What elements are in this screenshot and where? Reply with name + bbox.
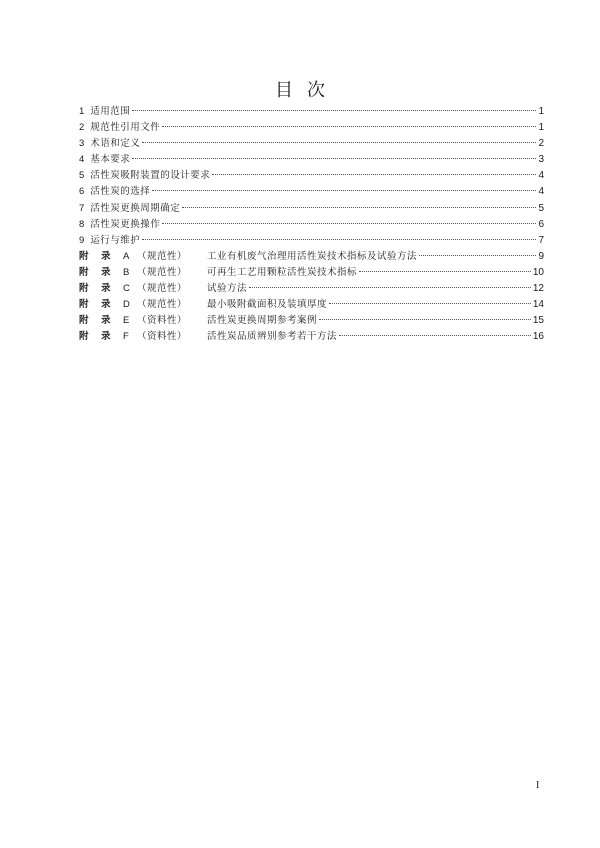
appendix-prefix: 附 (79, 299, 89, 311)
appendix-letter: C (123, 283, 130, 295)
appendix-label: 工业有机废气治理用活性炭技术指标及试验方法 (207, 250, 418, 262)
section-label: 活性炭更换操作 (90, 218, 161, 230)
appendix-type: （规范性） (137, 299, 188, 311)
page-number: 15 (532, 315, 544, 327)
section-number: 6 (79, 186, 85, 198)
dot-leader (319, 319, 531, 320)
page-number: 1 (538, 106, 544, 117)
appendix-label: 活性炭更换周期参考案例 (207, 315, 318, 327)
appendix-prefix: 录 (101, 266, 111, 278)
dot-leader (162, 223, 536, 224)
appendix-prefix: 录 (101, 315, 111, 327)
section-label: 活性炭的选择 (90, 186, 151, 198)
appendix-prefix: 附 (79, 250, 89, 262)
page-number: 7 (538, 234, 544, 246)
dot-leader (329, 303, 531, 304)
appendix-prefix: 附 (79, 266, 89, 278)
appendix-type: （资料性） (137, 315, 188, 327)
dot-leader (132, 158, 536, 159)
appendix-label: 活性炭品质辨别参考若干方法 (207, 331, 338, 343)
appendix-label: 可再生工艺用颗粒活性炭技术指标 (207, 266, 358, 278)
appendix-letter: A (123, 250, 130, 262)
toc-entry[interactable] (79, 184, 544, 200)
toc-appendix-entry[interactable] (79, 297, 544, 313)
toc-entry[interactable] (79, 201, 544, 217)
dot-leader (339, 335, 531, 336)
toc-entry[interactable] (79, 217, 544, 233)
section-number: 4 (79, 154, 85, 166)
toc-entry[interactable] (79, 136, 544, 152)
section-label: 规范性引用文件 (90, 122, 161, 134)
dot-leader (162, 126, 536, 127)
page-number: 4 (538, 170, 544, 182)
section-number: 5 (79, 170, 85, 182)
appendix-prefix: 录 (101, 283, 111, 295)
page-number: 5 (538, 202, 544, 214)
section-label: 术语和定义 (90, 138, 141, 150)
appendix-type: （规范性） (137, 266, 188, 278)
section-number: 2 (79, 122, 85, 134)
section-label: 运行与维护 (90, 234, 141, 246)
appendix-prefix: 录 (101, 299, 111, 311)
toc-entry[interactable] (79, 104, 544, 120)
appendix-label: 试验方法 (207, 283, 248, 295)
toc-appendix-entry[interactable] (79, 329, 544, 345)
dot-leader (142, 239, 536, 240)
toc-appendix-entry[interactable] (79, 313, 544, 329)
table-of-contents (79, 104, 544, 345)
page-number: 16 (532, 331, 544, 343)
appendix-letter: B (123, 266, 130, 278)
page-title: 目次 (275, 80, 339, 101)
section-number: 1 (79, 106, 85, 117)
page-number: 4 (538, 186, 544, 198)
section-number: 3 (79, 138, 85, 150)
section-number: 8 (79, 218, 85, 230)
page-number: 12 (532, 283, 544, 295)
section-number: 7 (79, 202, 85, 214)
footer-page-number: I (536, 780, 540, 791)
dot-leader (249, 287, 531, 288)
appendix-prefix: 附 (79, 283, 89, 295)
toc-entry[interactable] (79, 120, 544, 136)
appendix-letter: F (123, 331, 129, 343)
appendix-type: （规范性） (137, 283, 188, 295)
appendix-type: （资料性） (137, 331, 188, 343)
section-number: 9 (79, 234, 85, 246)
toc-appendix-entry[interactable] (79, 265, 544, 281)
toc-entry[interactable] (79, 168, 544, 184)
section-label: 活性炭更换周期确定 (90, 202, 181, 214)
dot-leader (359, 271, 531, 272)
dot-leader (132, 110, 536, 111)
appendix-label: 最小吸附截面积及装填厚度 (207, 299, 328, 311)
appendix-prefix: 录 (101, 331, 111, 343)
appendix-type: （规范性） (137, 250, 188, 262)
page-number: 14 (532, 299, 544, 311)
page-number: 6 (538, 218, 544, 230)
dot-leader (419, 255, 536, 256)
page-number: 10 (532, 266, 544, 278)
section-label: 适用范围 (90, 106, 131, 117)
page-number: 3 (538, 154, 544, 166)
page-number: 2 (538, 138, 544, 150)
section-label: 基本要求 (90, 154, 131, 166)
appendix-letter: D (123, 299, 130, 311)
toc-appendix-entry[interactable] (79, 249, 544, 265)
toc-entry[interactable] (79, 233, 544, 249)
appendix-letter: E (123, 315, 130, 327)
dot-leader (152, 190, 536, 191)
appendix-prefix: 录 (101, 250, 111, 262)
appendix-prefix: 附 (79, 315, 89, 327)
toc-appendix-entry[interactable] (79, 281, 544, 297)
dot-leader (142, 142, 536, 143)
page-number: 1 (538, 122, 544, 134)
toc-entry[interactable] (79, 152, 544, 168)
page-number: 9 (538, 250, 544, 262)
dot-leader (182, 207, 536, 208)
appendix-prefix: 附 (79, 331, 89, 343)
section-label: 活性炭吸附装置的设计要求 (90, 170, 211, 182)
dot-leader (212, 174, 536, 175)
